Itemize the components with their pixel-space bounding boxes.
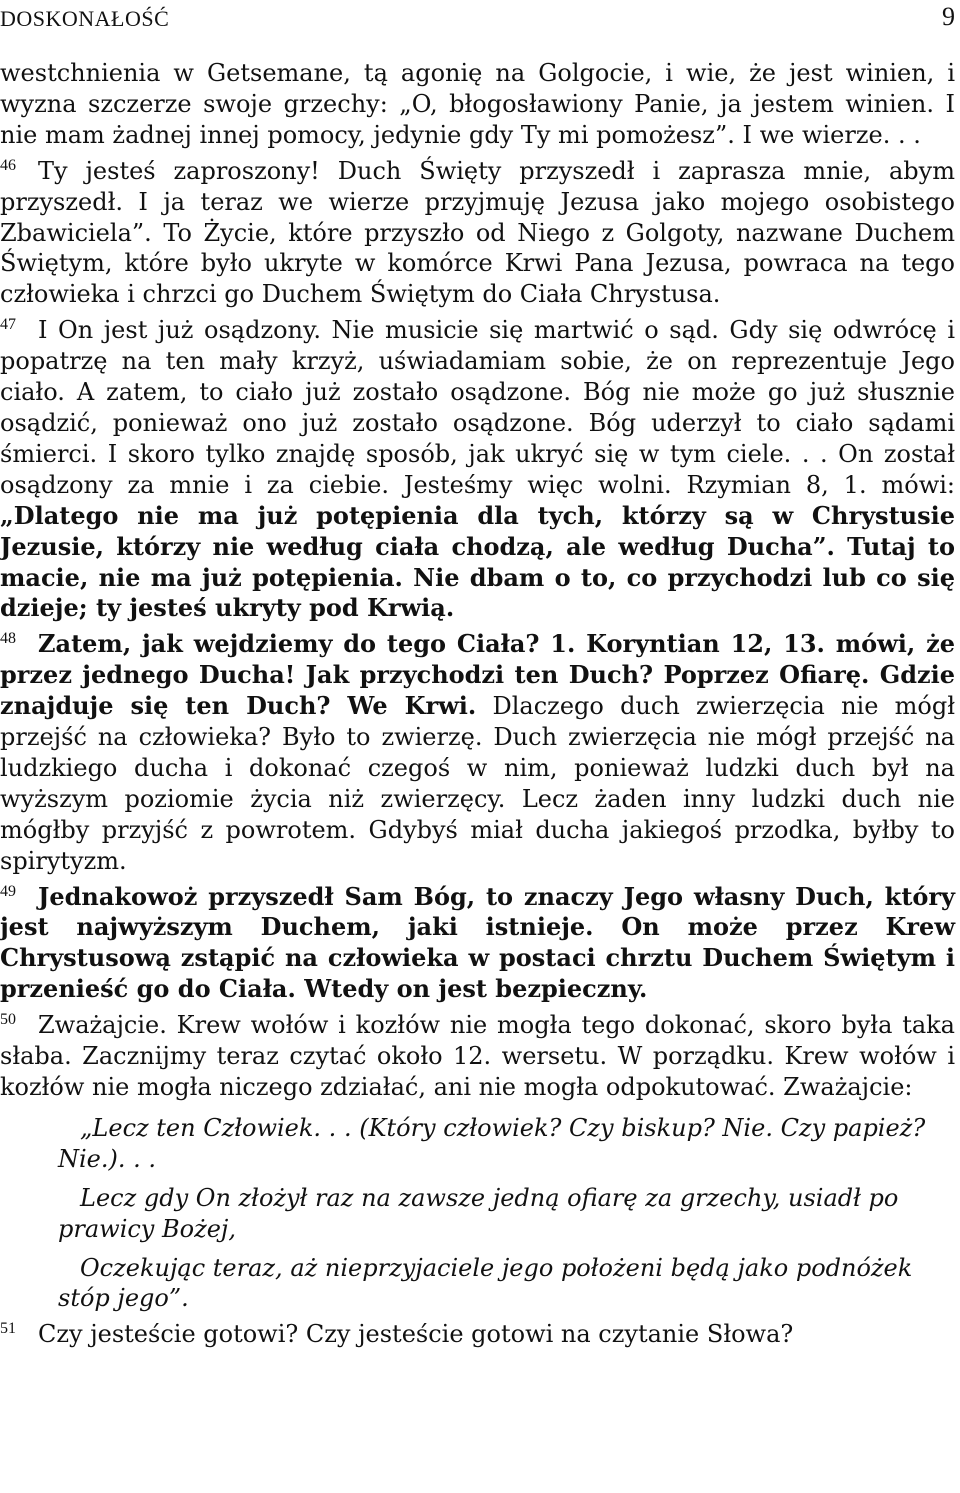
paragraph-bold-text: „Dlatego nie ma już potępienia dla tych, którzy są w Chrystusie Jezusie, którzy nie według ciała chodzą, ale według Ducha”. Tutaj to macie, nie ma już potępienia. Nie dbam o to, co przychodzi lub co się dzieje; ty jesteś ukryty pod Krwią.: [0, 500, 955, 623]
scripture-quote-3: Oczekując teraz, aż nieprzyjaciele jego położeni będą jako podnóżek stóp jego”.: [58, 1253, 913, 1313]
paragraph-text: Dlaczego duch zwierzęcia nie mógł przejść na człowieka? Było to zwierzę. Duch zwierzęcia nie mógł przejść na ludzkiego ducha i dokonać czegoś w nim, ponieważ ludzki duch był na wyższym poziomie życia niż zwierzęcy. Lecz żaden inny ludzki duch nie mógłby przyjść z powrotem. Gdybyś miał ducha jakiegoś przodka, byłby to spirytyzm.: [0, 692, 955, 875]
paragraph-number: 49: [0, 882, 16, 900]
running-title: DOSKONAŁOŚĆ: [0, 6, 170, 31]
paragraph-51: [0, 1314, 955, 1350]
paragraph-48: [0, 624, 955, 876]
paragraph-bold-text: Jednakowoż przyszedł Sam Bóg, to znaczy Jego własny Duch, który jest najwyższym Duchem, jaki istnieje. On może przez Krew Chrystusową zstąpić na człowieka w postaci chrztu Duchem Świętym i przenieść go do Ciała. Wtedy on jest bezpieczny.: [0, 881, 955, 1004]
paragraph-text: I On jest już osądzony. Nie musicie się martwić o sąd. Gdy się odwrócę i popatrzę na ten mały krzyż, uświadamiam sobie, że on reprezentuje Jego ciało. A zatem, to ciało już zostało osądzone. Bóg nie może go już słusznie osądzić, ponieważ ono już zostało osądzone. Bóg uderzył to ciało sądami śmierci. I skoro tylko znajdę sposób, jak ukryć się w tym ciele. . . On został osądzony za mnie i za ciebie. Jesteśmy więc wolni. Rzymian 8, 1. mówi:: [0, 316, 955, 499]
paragraph-text: westchnienia w Getsemane, tą agonię na Golgocie, i wie, że jest winien, i wyzna szczerze swoje grzechy: „O, błogosławiony Panie, ja jestem winien. I nie mam żadnej innej pomocy, jedynie gdy Ty mi pomożesz”. I we wierze. . .: [0, 59, 955, 149]
paragraph-number: 51: [0, 1320, 16, 1338]
paragraph-text: Czy jesteście gotowi? Czy jesteście gotowi na czytanie Słowa?: [38, 1320, 794, 1349]
scripture-quote-1: „Lecz ten Człowiek. . . (Który człowiek? Czy biskup? Nie. Czy papież? Nie.). . .: [58, 1113, 926, 1173]
paragraph-47: [0, 310, 955, 624]
paragraph-number: 50: [0, 1011, 16, 1029]
paragraph-number: 48: [0, 630, 16, 648]
paragraph-continued: [0, 58, 955, 151]
page-number: 9: [942, 2, 955, 31]
paragraph-46: [0, 151, 955, 311]
paragraph-text: Ty jesteś zaproszony! Duch Święty przyszedł i zaprasza mnie, abym przyszedł. I ja teraz we wierze przyjmuję Jezusa jako mojego osobistego Zbawiciela”. To Życie, które przyszło od Niego z Golgoty, nazwane Duchem Świętym, które było ukryte w komórce Krwi Pana Jezusa, powraca na tego człowieka i chrzci go Duchem Świętym do Ciała Chrystusa.: [0, 156, 955, 309]
page-header: [0, 2, 955, 34]
paragraph-50: [0, 1005, 955, 1103]
paragraph-bold-text: Zatem, jak wejdziemy do tego Ciała? 1. Koryntian 12, 13. mówi, że przez jednego Ducha! Jak przychodzi ten Duch? Poprzez Ofiarę. Gdzie znajduje się ten Duch? We Krwi.: [0, 629, 955, 721]
paragraph-49: [0, 877, 955, 1006]
body-text: [0, 58, 955, 1350]
paragraph-text: Zważajcie. Krew wołów i kozłów nie mogła tego dokonać, skoro była taka słaba. Zacznijmy teraz czytać około 12. wersetu. W porządku. Krew wołów i kozłów nie mogła niczego zdziałać, ani nie mogła odpokutować. Zważajcie:: [0, 1011, 955, 1101]
scripture-quote-2: Lecz gdy On złożył raz na zawsze jedną ofiarę za grzechy, usiadł po prawicy Bożej,: [58, 1183, 899, 1243]
paragraph-number: 47: [0, 316, 16, 334]
paragraph-number: 46: [0, 156, 16, 174]
